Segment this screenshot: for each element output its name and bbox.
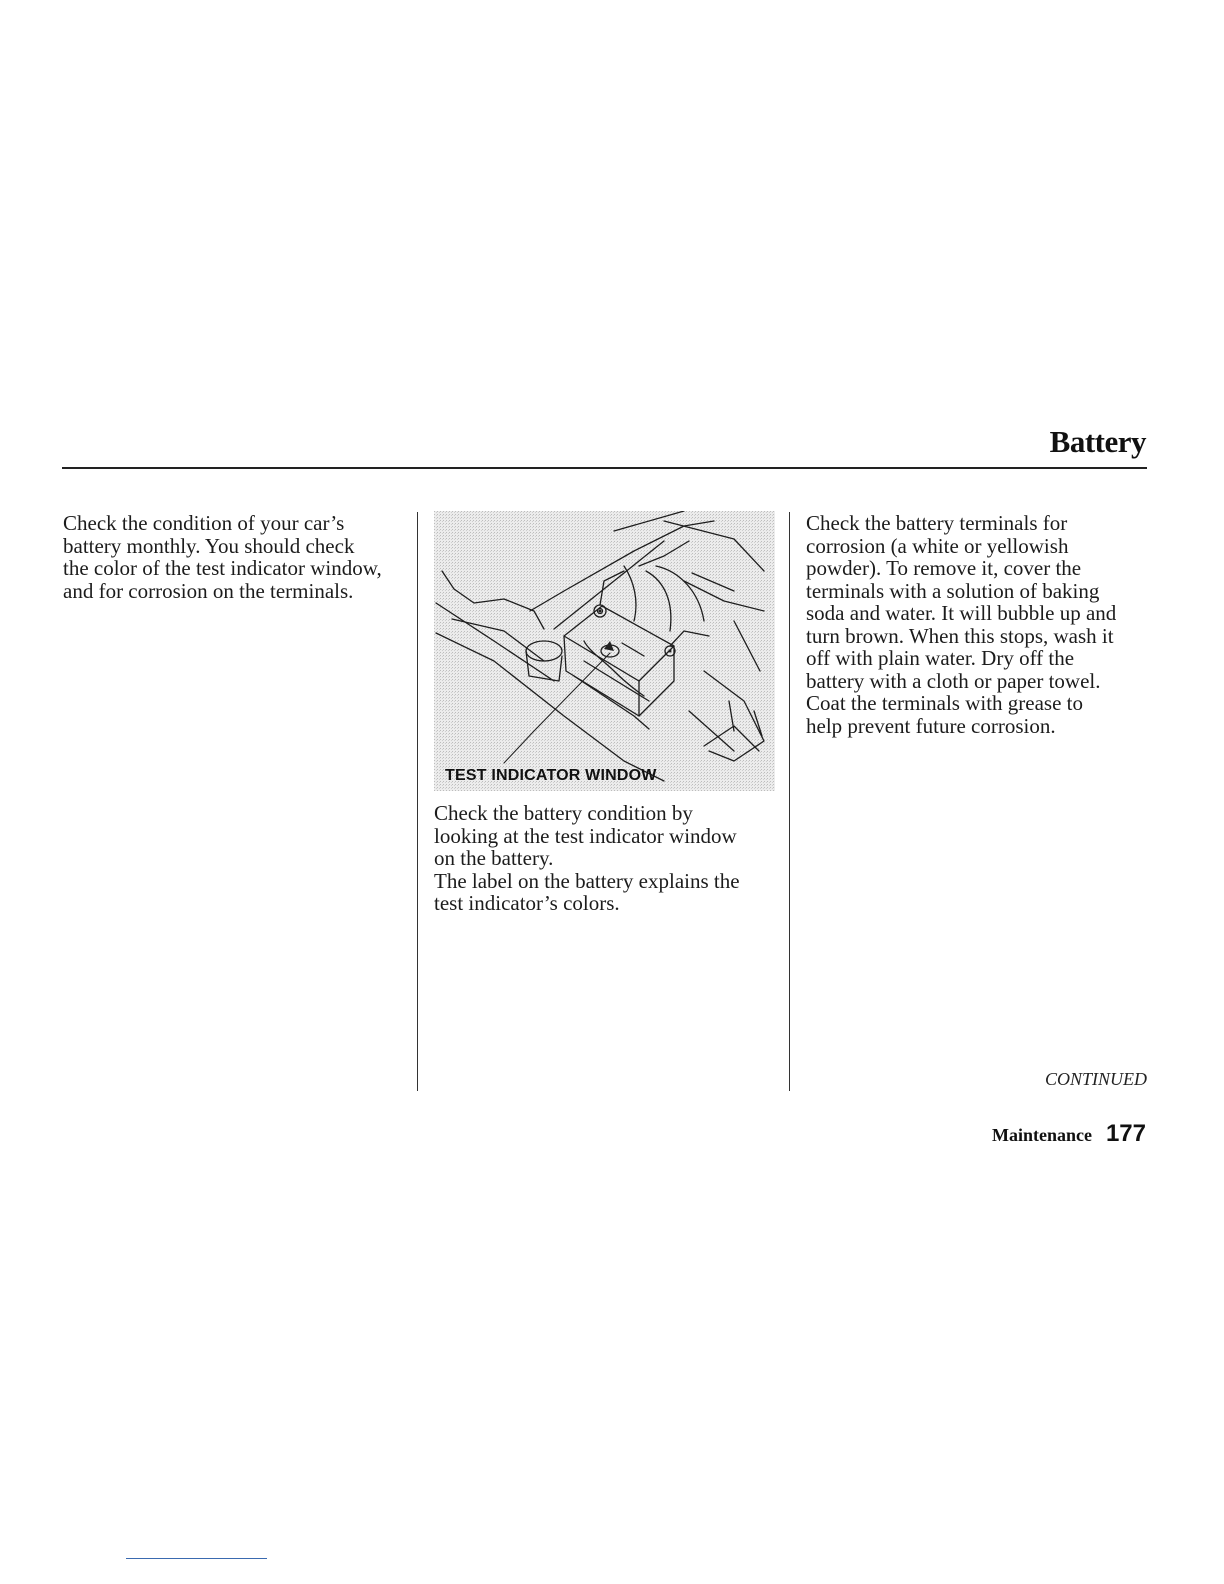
left-column-paragraph: Check the condition of your car’s battery monthly. You should check the color of the test indicator window, and for corrosion on the terminals. xyxy=(63,511,382,603)
page-section-title: Battery xyxy=(1049,424,1146,459)
footer-section-name: Maintenance xyxy=(991,1125,1092,1145)
column-divider-right xyxy=(789,512,790,1091)
page-footer xyxy=(992,1120,1146,1148)
figure-label: TEST INDICATOR WINDOW xyxy=(445,767,657,784)
column-divider-left xyxy=(417,512,418,1091)
engine-bay-drawing xyxy=(434,511,775,791)
title-divider xyxy=(62,467,1147,469)
right-column-paragraph: Check the battery terminals for corrosion (a white or yellowish powder). To remove it, cover the terminals with a solution of baking soda and water. It will bubble up and turn brown. When this stops, wash it off with plain water. Dry off the battery with a cloth or paper towel. Coat the terminals with grease to help prevent future corrosion. xyxy=(806,511,1117,738)
bottom-rule-mark xyxy=(126,1558,267,1559)
page-number: 177 xyxy=(1105,1120,1146,1147)
continued-note: CONTINUED xyxy=(1044,1069,1147,1089)
battery-illustration xyxy=(434,511,775,791)
middle-column-paragraph: Check the battery condition by looking at the test indicator window on the battery. The label on the battery explains the test indicator’s colors. xyxy=(434,801,740,915)
